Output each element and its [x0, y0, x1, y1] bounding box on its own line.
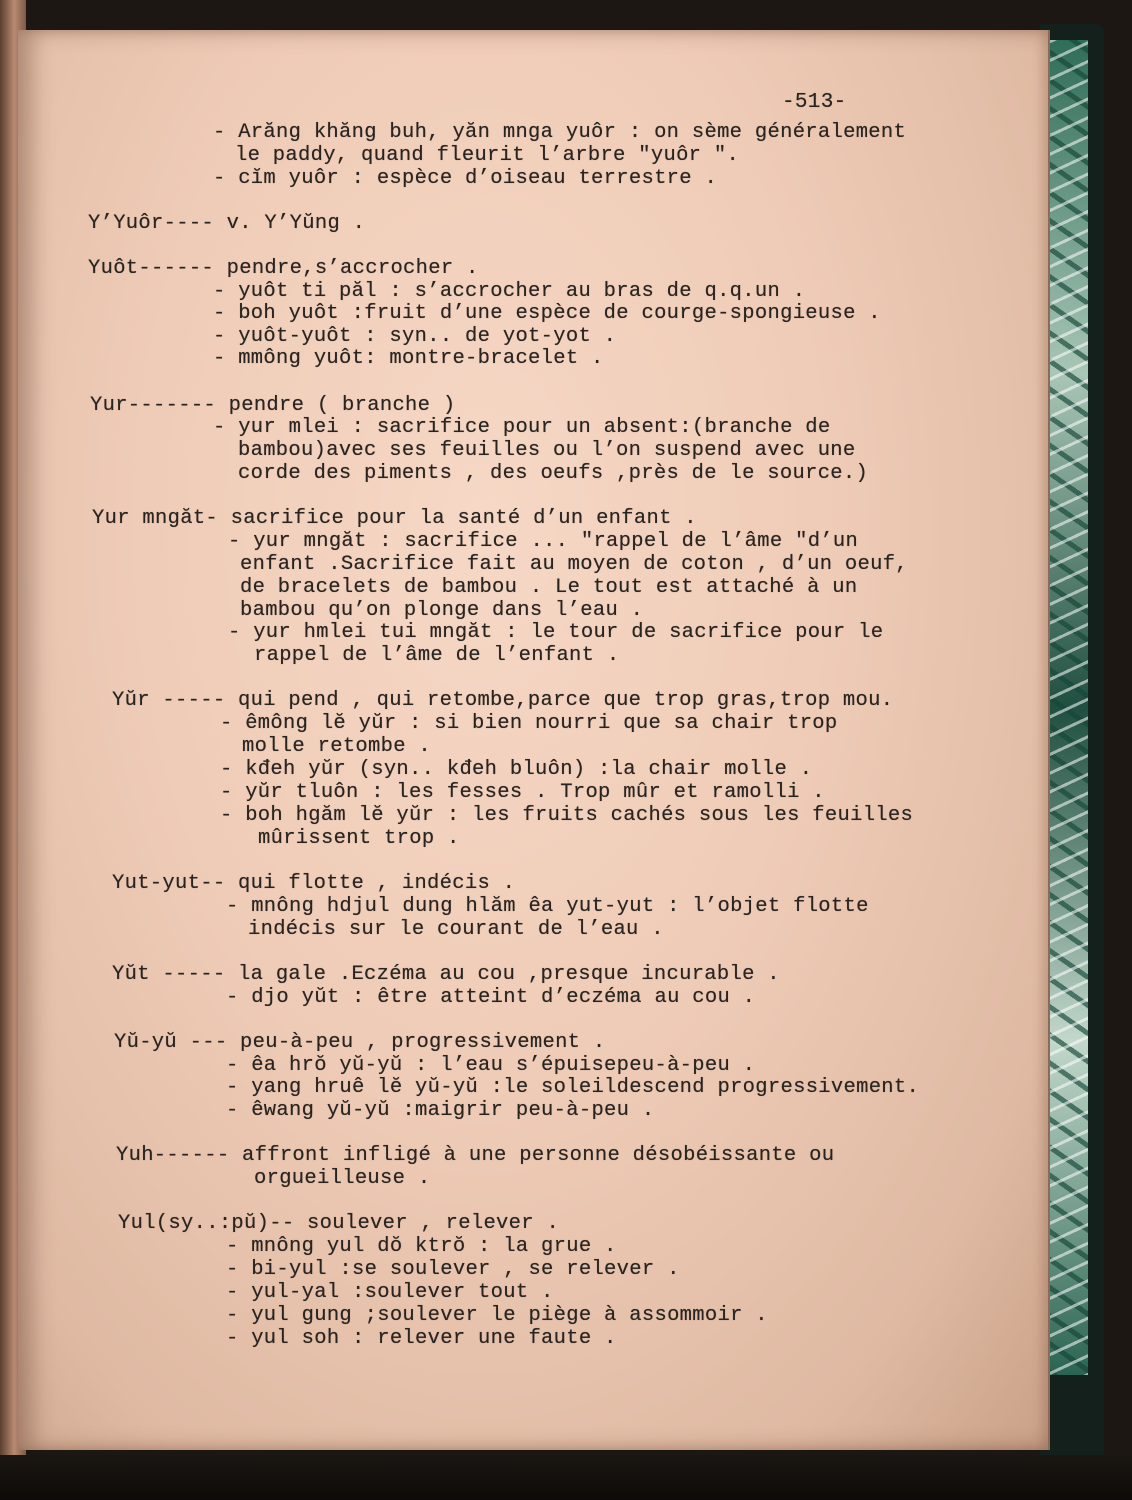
- desk-background: [0, 1455, 1132, 1500]
- entry-line: Yur mngăt- sacrifice pour la santé d’un enfant .: [92, 507, 697, 530]
- entry-line: Yuôt------ pendre,s’accrocher .: [88, 257, 479, 280]
- entry-line: - êmông lĕ yŭr : si bien nourri que sa chair trop: [220, 712, 838, 735]
- entry-line: - bi-yul :se soulever , se relever .: [226, 1258, 680, 1281]
- entry-line: - yul-yal :soulever tout .: [226, 1281, 554, 1304]
- entry-line: - yul gung ;soulever le piège à assommoir .: [226, 1304, 768, 1327]
- entry-line: - yul soh : relever une faute .: [226, 1327, 617, 1350]
- entry-line: Yut-yut-- qui flotte , indécis .: [112, 872, 516, 895]
- entry-line: le paddy, quand fleurit l’arbre "yuôr ".: [235, 144, 740, 167]
- entry-line: Y’Yuôr---- v. Y’Yŭng .: [88, 212, 366, 235]
- entry-line: - cĭm yuôr : espèce d’oiseau terrestre .: [213, 167, 718, 190]
- entry-line: Yŭ-yŭ --- peu-à-peu , progressivement .: [114, 1031, 606, 1054]
- entry-line: mûrissent trop .: [258, 827, 460, 850]
- entry-line: - djo yŭt : être atteint d’eczéma au cou .: [226, 986, 756, 1009]
- entry-line: - yuôt-yuôt : syn.. de yot-yot .: [213, 325, 617, 348]
- entry-line: - yur mngăt : sacrifice ... "rappel de l’âme "d’un: [228, 530, 859, 553]
- entry-line: - mmông yuôt: montre-bracelet .: [213, 347, 604, 370]
- entry-line: Yur------- pendre ( branche ): [90, 394, 456, 417]
- entry-line: - kđeh yŭr (syn.. kđeh bluôn) :la chair molle .: [220, 758, 813, 781]
- entry-line: - yŭr tluôn : les fesses . Trop mûr et ramolli .: [220, 781, 825, 804]
- entry-line: bambou)avec ses feuilles ou l’on suspend avec une: [238, 439, 856, 462]
- entry-line: - boh hgăm lĕ yŭr : les fruits cachés sous les feuilles: [220, 804, 914, 827]
- entry-line: Yŭr ----- qui pend , qui retombe,parce que trop gras,trop mou.: [112, 689, 894, 712]
- entry-line: - êwang yŭ-yŭ :maigrir peu-à-peu .: [226, 1099, 655, 1122]
- entry-line: rappel de l’âme de l’enfant .: [254, 644, 620, 667]
- entry-line: - yang hruê lĕ yŭ-yŭ :le soleildescend progressivement.: [226, 1076, 920, 1099]
- entry-line: corde des piments , des oeufs ,près de le source.): [238, 462, 869, 485]
- entry-line: - mnông hdjul dung hlăm êa yut-yut : l’objet flotte: [226, 895, 869, 918]
- entry-line: molle retombe .: [242, 735, 432, 758]
- entry-line: Yuh------ affront infligé à une personne désobéissante ou: [116, 1144, 835, 1167]
- entry-line: enfant .Sacrifice fait au moyen de coton , d’un oeuf,: [240, 553, 908, 576]
- entry-line: - yur hmlei tui mngăt : le tour de sacrifice pour le: [228, 621, 884, 644]
- entry-line: indécis sur le courant de l’eau .: [248, 918, 664, 941]
- entry-line: - Arăng khăng buh, yăn mnga yuôr : on sème généralement: [213, 121, 907, 144]
- entry-line: - yur mlei : sacrifice pour un absent:(branche de: [213, 416, 831, 439]
- entry-line: Yul(sy..:pŭ)-- soulever , relever .: [118, 1212, 560, 1235]
- entry-line: - boh yuôt :fruit d’une espèce de courge-spongieuse .: [213, 302, 881, 325]
- entry-line: - yuôt ti păl : s’accrocher au bras de q.q.un .: [213, 280, 806, 303]
- entry-line: orgueilleuse .: [254, 1167, 431, 1190]
- page-number: -513-: [782, 91, 847, 114]
- entry-line: bambou qu’on plonge dans l’eau .: [240, 599, 644, 622]
- entry-line: - mnông yul dŏ ktrŏ : la grue .: [226, 1235, 617, 1258]
- entry-line: - êa hrŏ yŭ-yŭ : l’eau s’épuisepeu-à-peu .: [226, 1054, 756, 1077]
- entry-line: de bracelets de bambou . Le tout est attaché à un: [240, 576, 858, 599]
- entry-line: Yŭt ----- la gale .Eczéma au cou ,presque incurable .: [112, 963, 780, 986]
- marbled-endpaper: [1048, 40, 1088, 1375]
